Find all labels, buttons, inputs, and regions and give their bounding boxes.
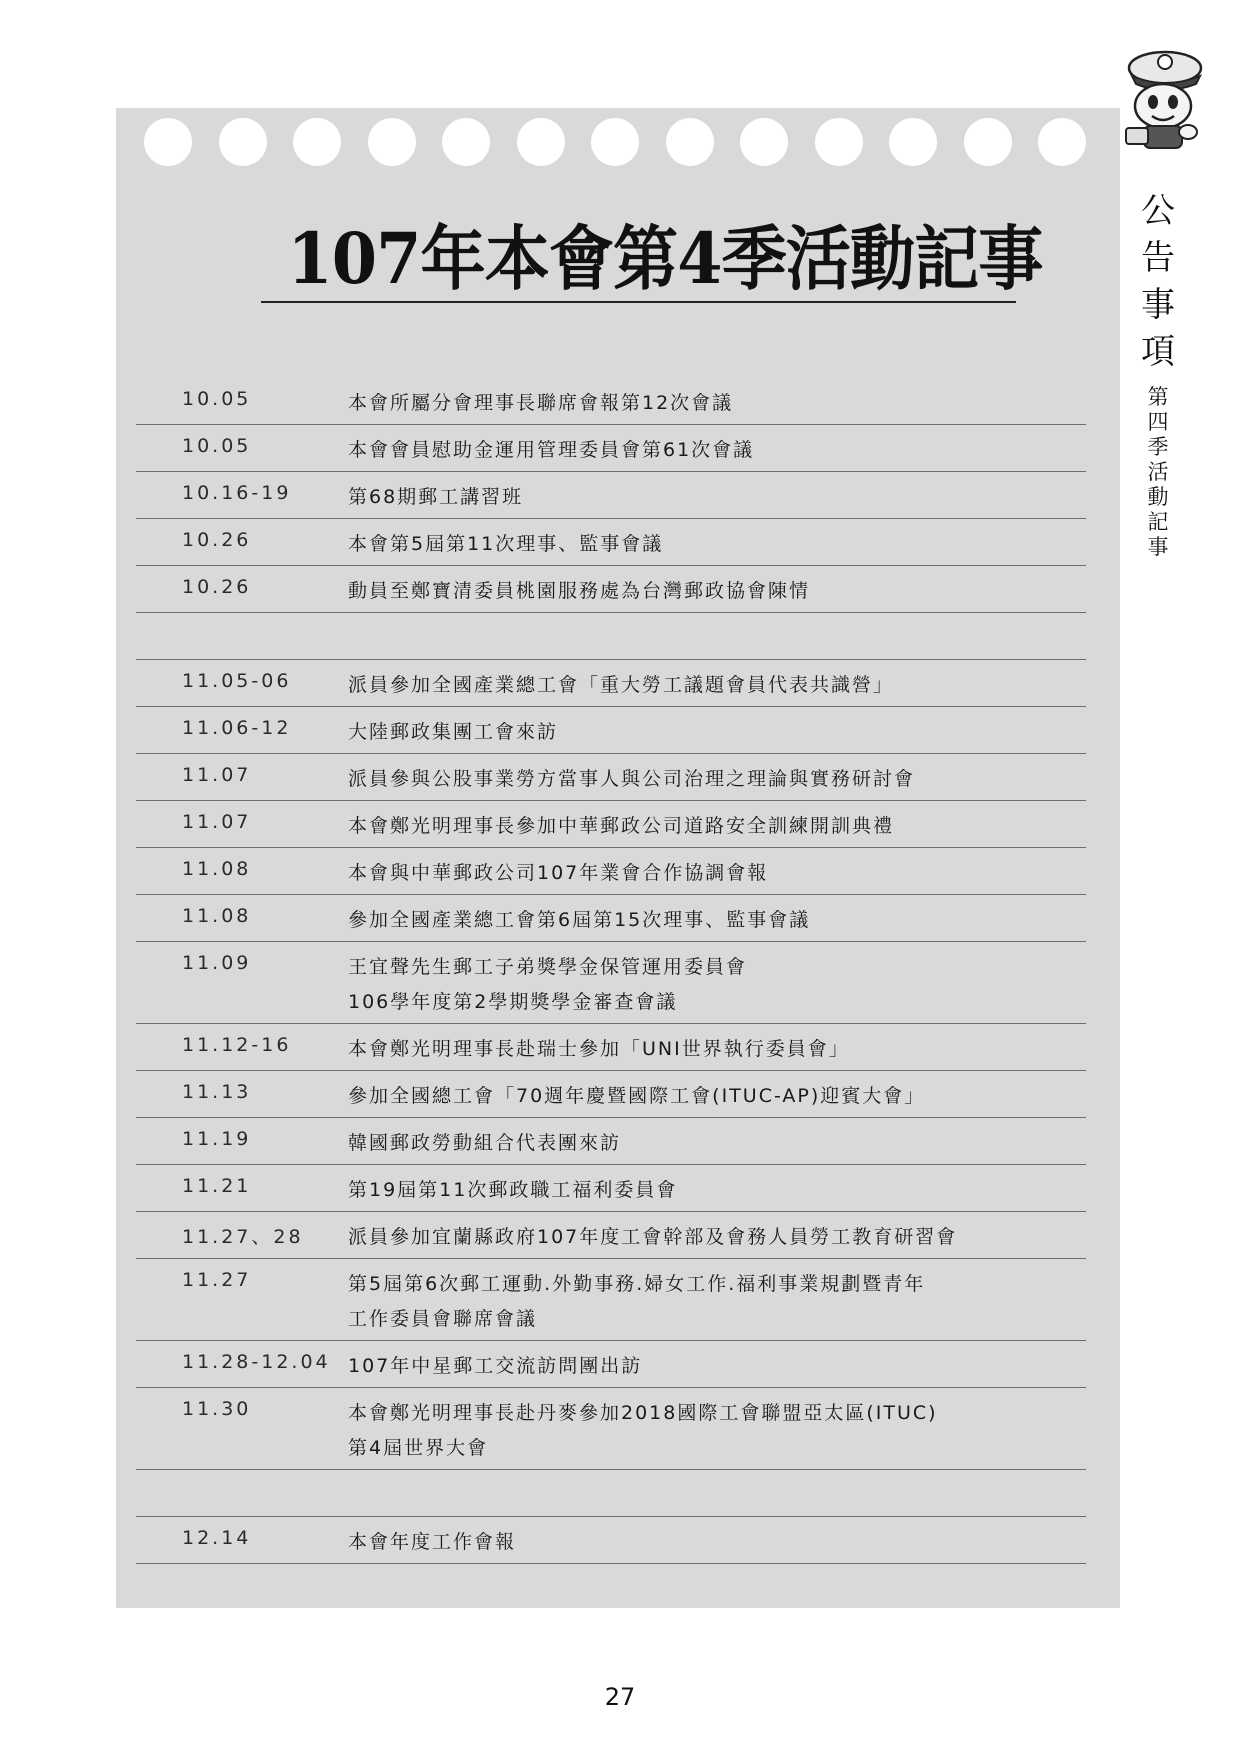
entry-line: 第4屆世界大會	[348, 1437, 489, 1459]
list-item	[136, 801, 1086, 848]
entry-description	[348, 762, 1058, 797]
binder-hole	[368, 118, 416, 166]
list-item	[136, 613, 1086, 660]
entry-line: 參加全國總工會「70週年慶暨國際工會(ITUC-AP)迎賓大會」	[348, 1085, 926, 1107]
binder-hole	[964, 118, 1012, 166]
entry-line: 第19屆第11次郵政職工福利委員會	[348, 1179, 678, 1201]
entry-description	[348, 1525, 1058, 1560]
entry-line: 本會第5屆第11次理事、監事會議	[348, 533, 664, 555]
entry-date: 11.13	[182, 1081, 252, 1103]
entry-date: 11.30	[182, 1398, 252, 1420]
entry-line: 本會會員慰助金運用管理委員會第61次會議	[348, 439, 755, 461]
section-char: 季	[1147, 435, 1169, 459]
entry-description	[348, 715, 1058, 750]
section-char: 記	[1147, 510, 1169, 534]
binder-hole	[442, 118, 490, 166]
entry-description	[348, 1173, 1058, 1208]
binder-hole	[517, 118, 565, 166]
notepad-background	[116, 108, 1120, 1608]
list-item	[136, 1024, 1086, 1071]
list-item	[136, 1388, 1086, 1470]
list-item	[136, 472, 1086, 519]
entry-line: 本會鄭光明理事長赴瑞士參加「UNI世界執行委員會」	[348, 1038, 850, 1060]
list-item	[136, 1470, 1086, 1517]
entry-line: 本會所屬分會理事長聯席會報第12次會議	[348, 392, 734, 414]
section-label	[1142, 385, 1174, 560]
binder-hole	[740, 118, 788, 166]
entry-line: 派員參與公股事業勞方當事人與公司治理之理論與實務研討會	[348, 768, 916, 790]
entry-date: 11.21	[182, 1175, 252, 1197]
postman-mascot-icon	[1118, 46, 1208, 156]
entry-date: 11.27、28	[182, 1226, 304, 1248]
entry-date: 11.19	[182, 1128, 252, 1150]
category-char: 項	[1141, 332, 1175, 372]
entry-date: 11.07	[182, 811, 252, 833]
title-underline	[261, 301, 1016, 303]
list-item	[136, 519, 1086, 566]
entry-description	[348, 480, 1058, 515]
entry-line: 本會與中華郵政公司107年業會合作協調會報	[348, 862, 769, 884]
entry-description	[348, 1032, 1058, 1067]
entry-line: 本會年度工作會報	[348, 1531, 517, 1553]
list-item	[136, 942, 1086, 1024]
entry-description	[348, 1349, 1058, 1384]
entry-line: 派員參加全國產業總工會「重大勞工議題會員代表共識營」	[348, 674, 895, 696]
list-item	[136, 1341, 1086, 1388]
entry-description	[348, 1396, 1058, 1466]
entry-description	[348, 903, 1058, 938]
entry-date: 10.26	[182, 529, 252, 551]
entry-description	[348, 574, 1058, 609]
list-item	[136, 1212, 1086, 1259]
list-item	[136, 707, 1086, 754]
entry-line: 韓國郵政勞動組合代表團來訪	[348, 1132, 622, 1154]
entry-line: 本會鄭光明理事長參加中華郵政公司道路安全訓練開訓典禮	[348, 815, 895, 837]
list-item	[136, 425, 1086, 472]
entry-date: 11.28-12.04	[182, 1351, 331, 1373]
list-item	[136, 566, 1086, 613]
page-title: 107年本會第4季活動記事	[287, 217, 1043, 300]
section-char: 事	[1147, 535, 1169, 559]
binder-hole	[1038, 118, 1086, 166]
entry-line: 動員至鄭寶清委員桃園服務處為台灣郵政協會陳情	[348, 580, 811, 602]
entry-date: 11.09	[182, 952, 252, 974]
entry-date: 11.27	[182, 1269, 252, 1291]
category-char: 告	[1141, 238, 1175, 278]
entry-description	[348, 668, 1058, 703]
list-item	[136, 1118, 1086, 1165]
list-item	[136, 660, 1086, 707]
entry-date: 11.06-12	[182, 717, 292, 739]
page-number: 27	[604, 1683, 636, 1711]
entry-line: 本會鄭光明理事長赴丹麥參加2018國際工會聯盟亞太區(ITUC)	[348, 1402, 938, 1424]
entry-date: 10.16-19	[182, 482, 292, 504]
binder-hole	[815, 118, 863, 166]
entry-line: 派員參加宜蘭縣政府107年度工會幹部及會務人員勞工教育研習會	[348, 1226, 958, 1248]
entry-description	[348, 950, 1058, 1020]
entry-line: 第68期郵工講習班	[348, 486, 524, 508]
list-item	[136, 378, 1086, 425]
entry-date: 11.07	[182, 764, 252, 786]
binder-hole	[889, 118, 937, 166]
list-item	[136, 1071, 1086, 1118]
list-item	[136, 1165, 1086, 1212]
entry-line: 大陸郵政集團工會來訪	[348, 721, 559, 743]
list-item	[136, 1259, 1086, 1341]
entry-date: 11.08	[182, 858, 252, 880]
list-item	[136, 848, 1086, 895]
binder-hole	[591, 118, 639, 166]
section-char: 活	[1147, 460, 1169, 484]
binder-holes	[116, 108, 1120, 188]
entry-description	[348, 527, 1058, 562]
category-label	[1138, 188, 1178, 376]
category-char: 事	[1141, 285, 1175, 325]
entry-description	[348, 386, 1058, 421]
list-item	[136, 1517, 1086, 1564]
entry-description	[348, 433, 1058, 468]
entry-line: 106學年度第2學期獎學金審查會議	[348, 991, 678, 1013]
entry-line: 工作委員會聯席會議	[348, 1308, 538, 1330]
entry-line: 參加全國產業總工會第6屆第15次理事、監事會議	[348, 909, 811, 931]
entry-date: 12.14	[182, 1527, 252, 1549]
entry-line: 王宜聲先生郵工子弟獎學金保管運用委員會	[348, 956, 748, 978]
entry-line: 第5屆第6次郵工運動.外勤事務.婦女工作.福利事業規劃暨青年	[348, 1273, 926, 1295]
binder-hole	[144, 118, 192, 166]
entry-date: 10.05	[182, 388, 252, 410]
entry-date: 11.08	[182, 905, 252, 927]
section-char: 四	[1147, 410, 1169, 434]
entry-date: 10.26	[182, 576, 252, 598]
entry-description	[348, 1220, 1058, 1255]
list-item	[136, 895, 1086, 942]
binder-hole	[293, 118, 341, 166]
entry-description	[348, 1079, 1058, 1114]
entry-description	[348, 1126, 1058, 1161]
binder-hole	[219, 118, 267, 166]
entry-description	[348, 809, 1058, 844]
activity-list	[136, 378, 1086, 1564]
entry-date: 10.05	[182, 435, 252, 457]
category-char: 公	[1141, 191, 1175, 231]
binder-hole	[666, 118, 714, 166]
entry-description	[348, 856, 1058, 891]
entry-description	[348, 1267, 1058, 1337]
list-item	[136, 754, 1086, 801]
section-char: 動	[1147, 485, 1169, 509]
entry-line: 107年中星郵工交流訪問團出訪	[348, 1355, 643, 1377]
entry-date: 11.05-06	[182, 670, 292, 692]
section-char: 第	[1147, 385, 1169, 409]
entry-date: 11.12-16	[182, 1034, 292, 1056]
